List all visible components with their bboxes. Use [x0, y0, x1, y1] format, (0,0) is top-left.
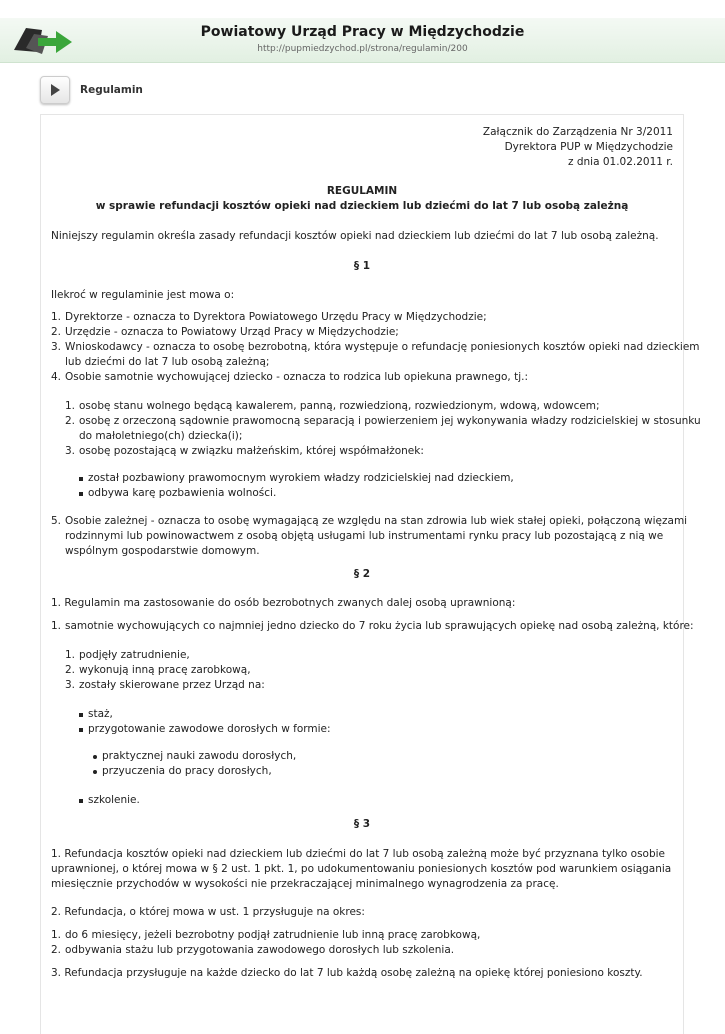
annex-line-3: z dnia 01.02.2011 r. — [567, 156, 673, 168]
annex-line-2: Dyrektora PUP w Międzychodzie — [504, 141, 673, 153]
square-bullet-icon — [79, 492, 83, 496]
section-2-lead: 1. Regulamin ma zastosowanie do osób bezrobotnych zwanych dalej osobą uprawnioną: — [51, 597, 516, 609]
square-bullet-icon — [79, 799, 83, 803]
annex-line-1: Załącznik do Zarządzenia Nr 3/2011 — [482, 126, 673, 138]
section-3-p1-line: 1. Refundacja kosztów opieki nad dzieckiem lub dziećmi do lat 7 lub osobą zależną może być przyznana tylko osobie — [51, 848, 666, 860]
round-bullet-icon — [93, 770, 97, 774]
round-bullet-icon — [93, 755, 97, 759]
site-url[interactable]: http://pupmiedzychod.pl/strona/regulamin/200 — [257, 44, 468, 54]
section-3-p1-line: uprawnionej, o której mowa w § 2 ust. 1 pkt. 1, po udokumentowaniu poniesionych kosztów pod warunkiem osiągania — [51, 863, 672, 875]
section-1-heading: § 1 — [353, 260, 371, 272]
square-bullet-icon — [79, 477, 83, 481]
section-2-heading: § 2 — [353, 568, 371, 580]
intro-paragraph: Niniejszy regulamin określa zasady refundacji kosztów opieki nad dzieckiem lub dziećmi do lat 7 lub osobą zależną. — [51, 230, 659, 242]
section-3-heading: § 3 — [353, 818, 371, 830]
doc-title: REGULAMIN — [326, 185, 398, 197]
section-header — [40, 76, 700, 106]
doc-subtitle: w sprawie refundacji kosztów opieki nad dzieckiem lub dziećmi do lat 7 lub osobą zależną — [95, 200, 629, 212]
arrow-button[interactable] — [40, 76, 70, 104]
square-bullet-icon — [79, 728, 83, 732]
section-1-lead: Ilekroć w regulaminie jest mowa o: — [51, 289, 235, 301]
site-header — [0, 18, 725, 63]
play-arrow-icon — [41, 77, 69, 103]
site-title: Powiatowy Urząd Pracy w Międzychodzie — [200, 24, 525, 40]
section-3-p3: 3. Refundacja przysługuje na każde dziecko do lat 7 lub każdą osobę zależną na opiekę której poniesiono koszty. — [51, 967, 643, 979]
square-bullet-icon — [79, 713, 83, 717]
section-3-p2: 2. Refundacja, o której mowa w ust. 1 przysługuje na okres: — [51, 906, 365, 918]
section-title: Regulamin — [80, 84, 143, 96]
section-3-p1-line: miesięcznie przychodów w wysokości nie przekraczającej minimalnego wynagrodzenia za pracę. — [51, 878, 559, 890]
document-content: Załącznik do Zarządzenia Nr 3/2011 Dyrektora PUP w Międzychodzie z dnia 01.02.2011 r. REGULAMIN w sprawie refundacji kosztów opieki nad dzieckiem lub dziećmi do lat 7 lub osobą zależną Niniejszy regulamin określa zasady refundacji kosztów opieki nad dzieckiem lub dziećmi do lat 7 lub osobą zależną. § 1 Ilekroć w regulaminie jest mowa o: 1. Dyrektorze - oznacza to Dyrektora Powiatowego Urzędu Pracy w Międzychodzie; 2. Urzędzie - oznacza to Powiatowy Urząd Pracy w Międzychodzie; 3. Wnioskodawcy - oznacza to osobę bezrobotną, która występuje o refundację poniesionych kosztów opieki nad dzieckiem lub dziećmi do lat 7 lub osobą zależną; 4. Osobie samotnie wychowującej dziecko - oznacza to rodzica lub opiekuna prawnego, tj.: 1. osobę stanu wolnego będącą kawalerem, panną, rozwiedzioną, rozwiedzionym, wdową, wdowcem; 2. osobę z orzeczoną sądownie prawomocną separacją i powierzeniem jej wykonywania władzy rodzicielskiej w stosunku do małoletniego(ch) dziecka(i); 3. osobę pozostającą w związku małżeńskim, której współmałżonek: został pozbawiony prawomocnym wyrokiem władzy rodzicielskiej nad dzieckiem, odbywa karę pozbawienia wolności. 5. Osobie zależnej - oznacza to osobę wymagającą ze względu na stan zdrowia lub wiek stałej opieki, połączoną więzami rodzinnymi lub powinowactwem z osobą objętą usługami lub instrumentami rynku pracy lub pozostającą z nią we wspólnym gospodarstwie domowym. § 2 1. Regulamin ma zastosowanie do osób bezrobotnych zwanych dalej osobą uprawnioną: 1. samotnie wychowujących co najmniej jedno dziecko do 7 roku życia lub sprawujących opiekę nad osobą zależną, które: 1. podjęły zatrudnienie, 2. wykonują inną pracę zarobkową, 3. zostały skierowane przez Urząd na: staż, przygotowanie zawodowe dorosłych w formie: praktycznej nauki zawodu dorosłych, przyuczenia do pracy dorosłych, szkolenie. § 3 1. Refundacja kosztów opieki nad dzieckiem lub dziećmi do lat 7 lub osobą zależną może być przyznana tylko osobie uprawnionej, o której mowa w § 2 ust. 1 pkt. 1, po udokumentowaniu poniesionych kosztów pod warunkiem osiągania miesięcznie przychodów w wysokości nie przekraczającej minimalnego wynagrodzenia za pracę. 2. Refundacja, o której mowa w ust. 1 przysługuje na okres: 1. do 6 miesięcy, jeżeli bezrobotny podjął zatrudnienie lub inną pracę zarobkową, 2. odbywania stażu lub przygotowania zawodowego dorosłych lub szkolenia. 3. Refundacja przysługuje na każde dziecko do lat 7 lub każdą osobę zależną na opiekę której poniesiono koszty. — [40, 114, 684, 1034]
